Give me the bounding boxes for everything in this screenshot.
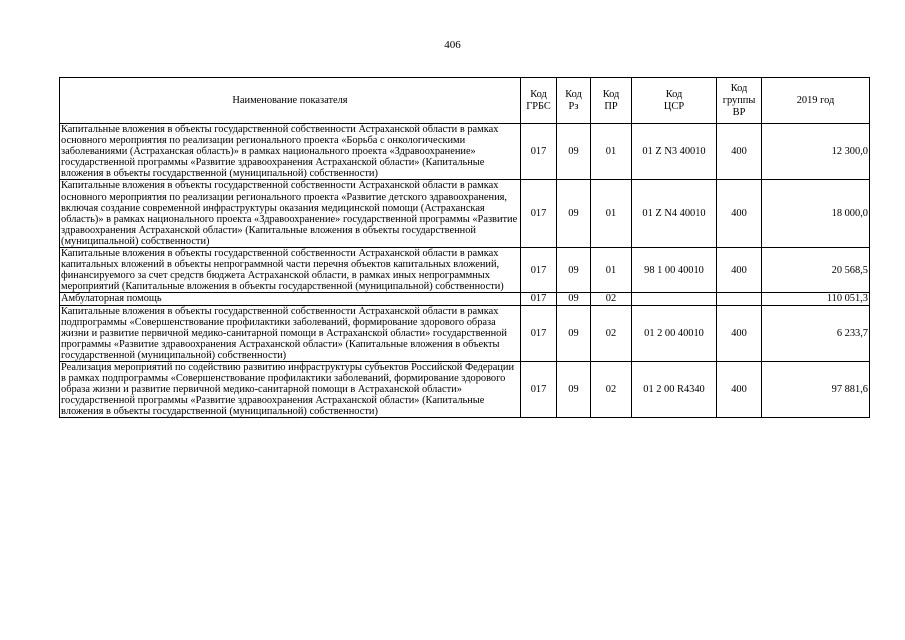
row-amount: 97 881,6 [762,361,870,417]
row-grbs: 017 [521,361,557,417]
header-year-2019: 2019 год [762,78,870,124]
table-row [60,361,870,417]
row-rz: 09 [557,305,591,361]
header-pr: Код ПР [591,78,632,124]
page-number: 406 [444,39,461,51]
table-header-row [60,78,870,124]
row-name: Капитальные вложения в объекты государственной собственности Астраханской области в рамках капитальных вложений в объекты непрограммной части перечня объектов капитальных вложений, финансируемого за счет средств бюджета Астраханской области, в рамках иных непрограммных мероприятий (Капитальные вложения в объекты государственной (муниципальной) собственности) [60,248,521,293]
row-vr: 400 [717,305,762,361]
row-grbs: 017 [521,248,557,293]
row-rz: 09 [557,180,591,248]
row-name: Капитальные вложения в объекты государственной собственности Астраханской области в рамках подпрограммы «Совершенствование профилактики заболеваний, формирование здорового образа жизни и развитие первичной медико-санитарной помощи в Астраханской области» государственной программы «Развитие здравоохранения Астраханской области» (Капитальные вложения в объекты государственной (муниципальной) собственности) [60,305,521,361]
row-name: Капитальные вложения в объекты государственной собственности Астраханской области в рамках основного мероприятия по реализации регионального проекта «Развитие детского здравоохранения, включая создание современной инфраструктуры оказания медицинской помощи (Астраханская область)» в рамках национального проекта «Здравоохранение» государственной программы «Развитие здравоохранения Астраханской области» (Капитальные вложения в объекты государственной (муниципальной) собственности) [60,180,521,248]
row-csr: 01 2 00 40010 [632,305,717,361]
row-pr: 02 [591,293,632,305]
row-csr: 01 Z N3 40010 [632,124,717,180]
row-rz: 09 [557,248,591,293]
row-vr: 400 [717,180,762,248]
row-csr: 98 1 00 40010 [632,248,717,293]
row-pr: 01 [591,180,632,248]
header-rz: Код Рз [557,78,591,124]
row-pr: 01 [591,124,632,180]
row-name: Реализация мероприятий по содействию развитию инфраструктуры субъектов Российской Федерации в рамках подпрограммы «Совершенствование профилактики заболеваний, формирование здорового образа жизни и развитие первичной медико-санитарной помощи в Астраханской области» государственной программы «Развитие здравоохранения Астраханской области» (Капитальные вложения в объекты государственной (муниципальной) собственности) [60,361,521,417]
row-grbs: 017 [521,293,557,305]
row-amount: 110 051,3 [762,293,870,305]
row-vr: 400 [717,361,762,417]
row-amount: 12 300,0 [762,124,870,180]
table-row [60,180,870,248]
row-pr: 02 [591,361,632,417]
header-vr: Код группы ВР [717,78,762,124]
row-csr: 01 Z N4 40010 [632,180,717,248]
row-csr [632,293,717,305]
row-grbs: 017 [521,305,557,361]
row-amount: 6 233,7 [762,305,870,361]
row-grbs: 017 [521,180,557,248]
header-csr: Код ЦСР [632,78,717,124]
table-row [60,248,870,293]
row-grbs: 017 [521,124,557,180]
row-rz: 09 [557,293,591,305]
row-vr: 400 [717,248,762,293]
row-amount: 18 000,0 [762,180,870,248]
table-row [60,293,870,305]
row-pr: 01 [591,248,632,293]
row-csr: 01 2 00 R4340 [632,361,717,417]
row-vr [717,293,762,305]
header-grbs: Код ГРБС [521,78,557,124]
row-pr: 02 [591,305,632,361]
row-name: Капитальные вложения в объекты государственной собственности Астраханской области в рамках основного мероприятия по реализации регионального проекта «Борьба с онкологическими заболеваниями (Астраханская область)» в рамках национального проекта «Здравоохранение» государственной программы «Развитие здравоохранения Астраханской области» (Капитальные вложения в объекты государственной (муниципальной) собственности) [60,124,521,180]
table-row [60,124,870,180]
header-indicator-name: Наименование показателя [60,78,521,124]
row-amount: 20 568,5 [762,248,870,293]
budget-table [59,77,870,418]
row-rz: 09 [557,124,591,180]
row-vr: 400 [717,124,762,180]
row-rz: 09 [557,361,591,417]
row-name: Амбулаторная помощь [60,293,521,305]
table-row [60,305,870,361]
